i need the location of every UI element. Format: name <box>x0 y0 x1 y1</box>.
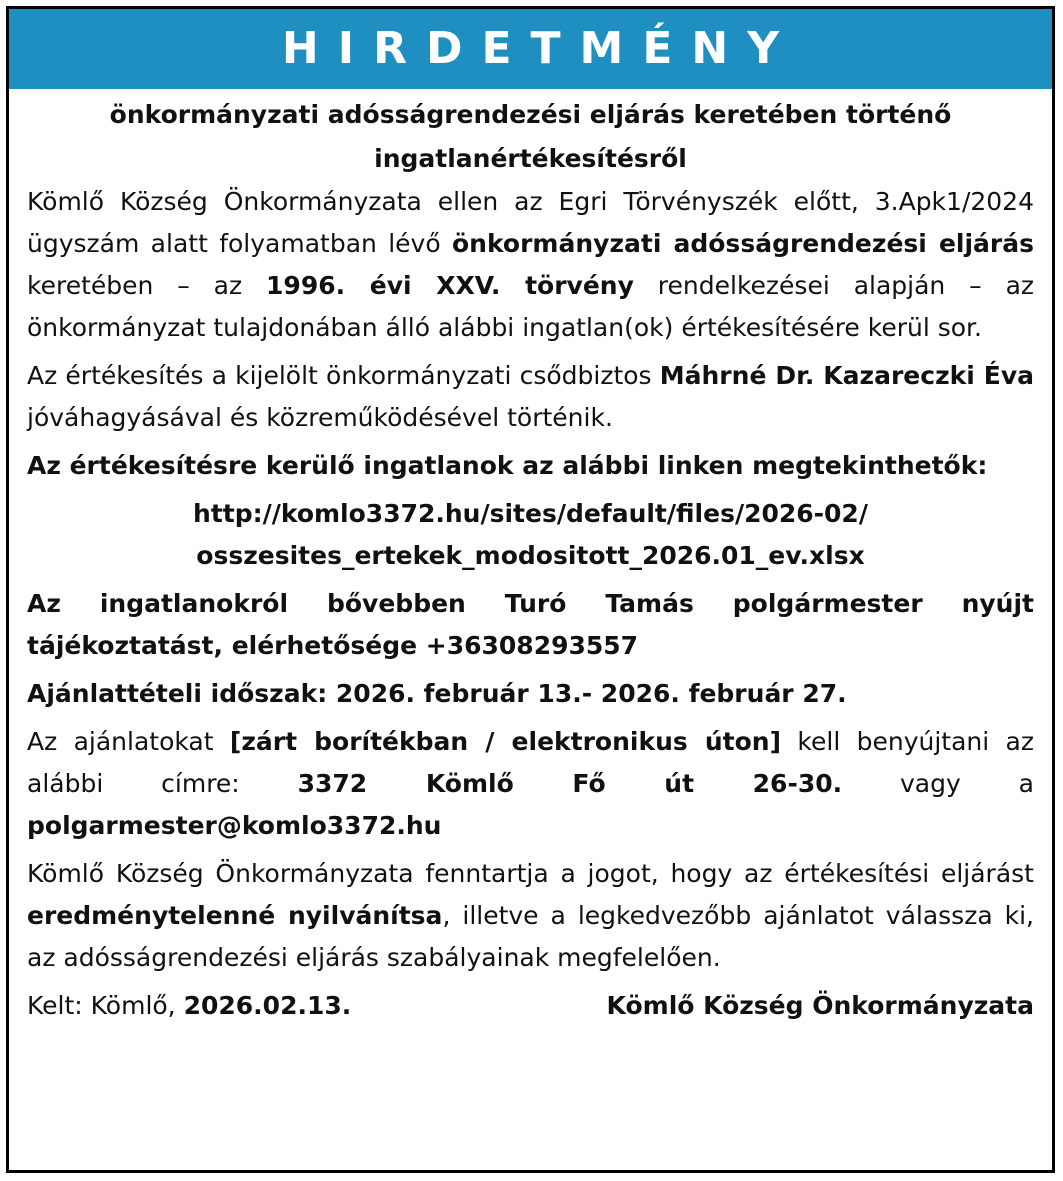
paragraph-rights: Kömlő Község Önkormányzata fenntartja a jogot, hogy az értékesítési eljárást eredménytelenné nyilvánítsa, illetve a legkedvezőbb ajánlatot válassza ki, az adósságrendezési eljárás szabályainak megfelelően. <box>27 859 1034 972</box>
link-line-2[interactable]: osszesites_ertekek_modositott_2026.01_ev.xlsx <box>196 541 865 570</box>
subtitle-line-2: ingatlanértékesítésről <box>374 144 687 173</box>
link-line-1[interactable]: http://komlo3372.hu/sites/default/files/2026-02/ <box>193 499 868 528</box>
rights-bold: eredménytelenné nyilvánítsa <box>27 901 443 930</box>
paragraph-procedure: Kömlő Község Önkormányzata ellen az Egri Törvényszék előtt, 3.Apk1/2024 ügyszám alatt folyamatban lévő önkormányzati adósságrendezési eljárás keretében – az 1996. évi XXV. törvény rendelkezései alapján – az önkormányzat tulajdonában álló alábbi ingatlan(ok) értékesítésére kerül sor. <box>27 187 1035 342</box>
paragraph-submission: Az ajánlatokat [zárt borítékban / elektronikus úton] kell benyújtani az alábbi címre: 3372 Kömlő Fő út 26-30. vagy a polgarmester@komlo3372.hu <box>27 727 1034 840</box>
email-address[interactable]: polgarmester@komlo3372.hu <box>27 811 442 840</box>
paragraph-contact: Az ingatlanokról bővebben Turó Tamás polgármester nyújt tájékoztatást, elérhetősége +36308293557 <box>27 589 1034 660</box>
paragraph-trustee: Az értékesítés a kijelölt önkormányzati csődbiztos Máhrné Dr. Kazareczki Éva jóváhagyásával és közreműködésével történik. <box>27 361 1035 432</box>
notice-footer <box>27 985 1034 1027</box>
law-reference: 1996. évi XXV. törvény <box>266 271 634 300</box>
postal-address: 3372 Kömlő Fő út 26-30. <box>297 769 843 798</box>
paragraph-offer-period: Ajánlattételi időszak: 2026. február 13.- 2026. február 27. <box>27 679 847 708</box>
notice-subtitle <box>27 93 1034 181</box>
subtitle-line-1: önkormányzati adósságrendezési eljárás keretében történő <box>109 100 952 129</box>
submission-method: [zárt borítékban / elektronikus úton] <box>229 727 782 756</box>
procedure-name: önkormányzati adósságrendezési eljárás <box>452 229 1034 258</box>
property-list-link[interactable] <box>27 493 1034 577</box>
footer-signature: Kömlő Község Önkormányzata <box>606 991 1034 1020</box>
notice-banner: HIRDETMÉNY <box>9 9 1052 89</box>
paragraph-link-intro: Az értékesítésre kerülő ingatlanok az alábbi linken megtekinthetők: <box>27 451 988 480</box>
issue-date: 2026.02.13. <box>183 991 352 1020</box>
footer-date: Kelt: Kömlő, 2026.02.13. <box>27 991 352 1020</box>
trustee-name: Máhrné Dr. Kazareczki Éva <box>659 361 1035 390</box>
notice-content <box>27 93 1034 1027</box>
notice-frame <box>6 6 1055 1173</box>
